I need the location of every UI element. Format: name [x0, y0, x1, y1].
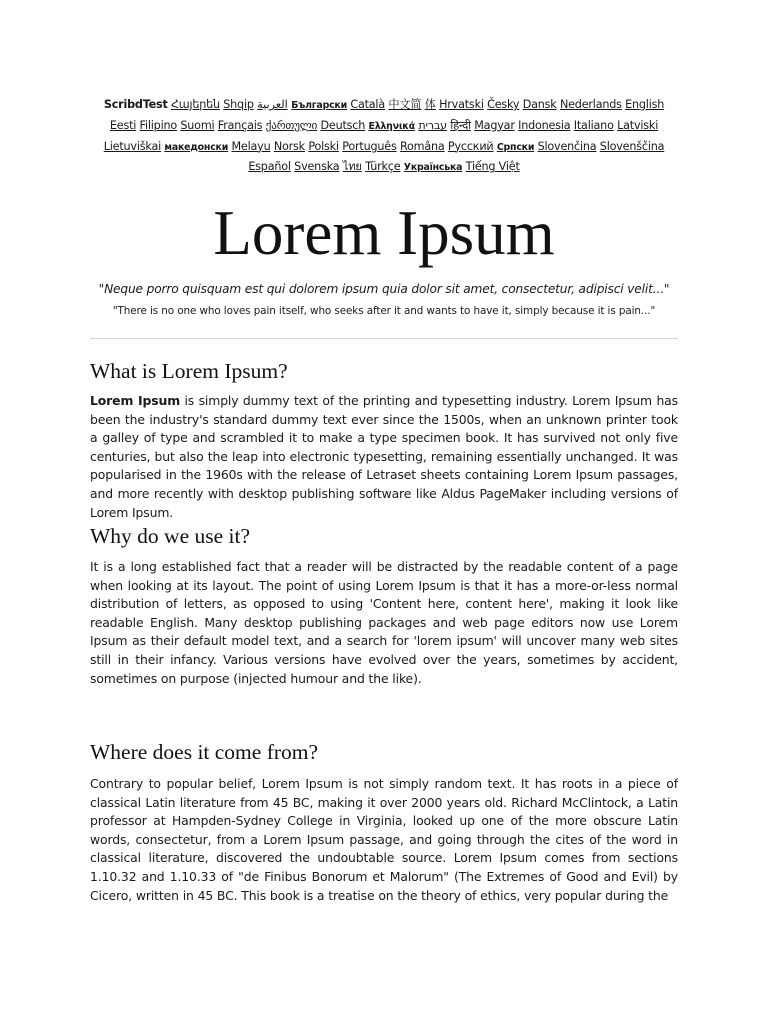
language-link[interactable]: 中文简 — [388, 98, 422, 111]
language-link[interactable]: English — [625, 98, 665, 111]
language-link[interactable]: Shqip — [223, 98, 254, 111]
language-link[interactable]: ไทย — [342, 160, 362, 174]
lead-term: Lorem Ipsum — [90, 393, 181, 408]
language-link[interactable]: Norsk — [273, 139, 305, 153]
language-link[interactable]: Español — [248, 160, 291, 174]
language-link[interactable]: Lietuviškai — [103, 139, 162, 153]
paragraph-why: It is a long established fact that a reader will be distracted by the readable content of a page when looking at its layout. The point of using Lorem Ipsum is that it has a more-or-less normal distribution of letters, as opposed to using 'Content here, content here', making it look like readable English. Many desktop publishing packages and web page editors now use Lorem Ipsum as their default model text, and a search for 'lorem ipsum' will uncover many web sites still in their infancy. Various versions have evolved over the years, sometimes by accident, sometimes on purpose (injected humour and the like). — [90, 559, 678, 686]
language-link[interactable]: Српски — [496, 141, 535, 153]
language-link[interactable]: العربية — [257, 98, 288, 111]
language-link[interactable]: Magyar — [474, 118, 515, 132]
language-link[interactable]: Italiano — [573, 118, 614, 132]
language-link[interactable]: ქართული — [265, 118, 318, 132]
language-link[interactable]: Latviski — [617, 118, 659, 132]
language-link[interactable]: Hrvatski — [439, 98, 484, 111]
paragraph-where: Contrary to popular belief, Lorem Ipsum is not simply random text. It has roots in a piece of classical Latin literature from 45 BC, making it over 2000 years old. Richard McClintock, a Latin professor at Hampden-Sydney College in Virginia, looked up one of the more obscure Latin words, consectetur, from a Lorem Ipsum passage, and going through the cites of the word in classical literature, discovered the undoubtable source. Lorem Ipsum comes from sections 1.10.32 and 1.10.33 of "de Finibus Bonorum et Malorum" (The Extremes of Good and Evil) by Cicero, written in 45 BC. This book is a treatise on the theory of ethics, very popular during the — [90, 776, 678, 903]
language-link[interactable]: Melayu — [231, 139, 271, 153]
divider — [90, 338, 678, 339]
language-link[interactable]: हिन्दी — [450, 118, 471, 132]
heading-why-use-it: Why do we use it? — [90, 524, 251, 548]
language-link[interactable]: македонски — [164, 141, 229, 153]
language-link[interactable]: Português — [342, 139, 397, 153]
language-link[interactable]: Indonesia — [518, 118, 571, 132]
site-brand: ScribdTest — [103, 98, 168, 111]
language-link[interactable]: Slovenščina — [599, 139, 665, 153]
language-link[interactable]: עברית — [418, 118, 447, 132]
language-link[interactable]: Pусский — [447, 139, 494, 153]
language-link[interactable]: Nederlands — [559, 98, 622, 111]
language-link[interactable]: Українська — [403, 162, 463, 174]
language-link[interactable]: Româna — [399, 139, 445, 153]
language-bar — [90, 95, 678, 178]
heading-what-is-lorem-ipsum: What is Lorem Ipsum? — [90, 359, 288, 383]
language-link[interactable]: Türkçe — [365, 160, 401, 174]
language-link[interactable]: Tiếng Việt — [465, 160, 520, 174]
english-quote: "There is no one who loves pain itself, who seeks after it and wants to have it, simply because it is pain..." — [112, 305, 656, 317]
language-link[interactable]: Català — [350, 98, 386, 111]
page-title: Lorem Ipsum — [213, 198, 555, 268]
language-link[interactable]: Filipino — [139, 118, 178, 132]
language-link[interactable]: Suomi — [180, 118, 215, 132]
latin-quote: "Neque porro quisquam est qui dolorem ipsum quia dolor sit amet, consectetur, adipisci velit..." — [98, 282, 670, 296]
paragraph-what — [90, 392, 678, 522]
language-link[interactable]: Dansk — [522, 98, 557, 111]
language-link[interactable]: Eesti — [109, 118, 137, 132]
language-link[interactable]: Ελληνικά — [368, 120, 415, 132]
language-link[interactable]: Deutsch — [320, 118, 366, 132]
language-link[interactable]: Česky — [487, 98, 520, 111]
paragraph-what-body: is simply dummy text of the printing and typesetting industry. Lorem Ipsum has been the industry's standard dummy text ever since the 1500s, when an unknown printer took a galley of type and scrambled it to make a type specimen book. It has survived not only five centuries, but also the leap into electronic typesetting, remaining essentially unchanged. It was popularised in the 1960s with the release of Letraset sheets containing Lorem Ipsum passages, and more recently with desktop publishing software like Aldus PageMaker including versions of Lorem Ipsum. — [90, 393, 678, 520]
language-link[interactable]: Polski — [308, 139, 339, 153]
language-link[interactable]: Български — [291, 100, 347, 111]
language-link[interactable]: 体 — [424, 98, 436, 111]
language-link[interactable]: Հայերեն — [171, 98, 220, 111]
language-link[interactable]: Français — [217, 118, 263, 132]
language-link[interactable]: Slovenčina — [537, 139, 597, 153]
heading-where-from: Where does it come from? — [90, 740, 319, 764]
language-link[interactable]: Svenska — [294, 160, 340, 174]
